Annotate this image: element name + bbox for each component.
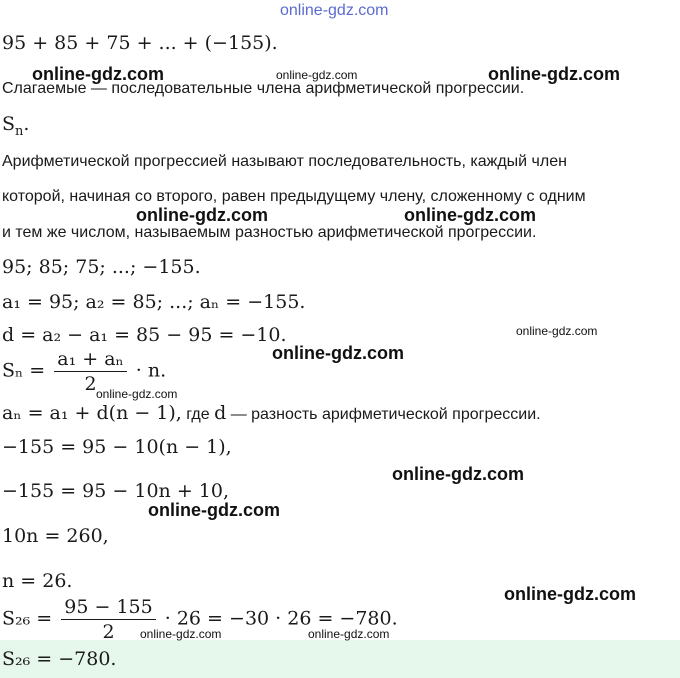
terms-note: Слагаемые — последовательные члена арифметической прогрессии. (2, 80, 525, 97)
s26-computation: S₂₆ = $\frac{95 - 155}{2}$ · 26 = −30 · 26 = −780. (2, 596, 398, 643)
terms: a₁ = 95; a₂ = 85; ...; aₙ = −155. (2, 291, 306, 313)
nth-term-formula: aₙ = a₁ + d(n − 1), где d — разность арифметической прогрессии. (2, 402, 541, 424)
watermark: online-gdz.com (140, 627, 222, 641)
answer: S₂₆ = −780. (2, 648, 117, 670)
definition-line-3: и тем же числом, называемым разностью арифметической прогрессии. (2, 224, 537, 241)
watermark: online-gdz.com (392, 464, 524, 484)
watermark: online-gdz.com (488, 64, 620, 84)
sn-symbol: $S_n$. (2, 113, 30, 139)
sum-formula: Sₙ = $\frac{\text{a₁ + aₙ}}{2}$ · n. (2, 348, 167, 395)
watermark: online-gdz.com (32, 64, 164, 84)
sum-expression: 95 + 85 + 75 + ... + (−155). (2, 32, 278, 54)
watermark: online-gdz.com (404, 205, 536, 225)
sequence: 95; 85; 75; ...; −155. (2, 256, 201, 278)
watermark: online-gdz.com (504, 584, 636, 604)
watermark-top: online-gdz.com (280, 2, 389, 19)
watermark: online-gdz.com (148, 500, 280, 520)
difference: d = a₂ − a₁ = 85 − 95 = −10. (2, 324, 287, 346)
watermark: online-gdz.com (276, 68, 358, 82)
definition-line-2: которой, начиная со второго, равен предыдущему члену, сложенному с одним (2, 188, 586, 205)
n-value: n = 26. (2, 570, 73, 592)
watermark: online-gdz.com (96, 387, 178, 401)
equation-1: −155 = 95 − 10(n − 1), (2, 436, 232, 458)
definition-line-1: Арифметической прогрессией называют последовательность, каждый член (2, 153, 567, 170)
watermark: online-gdz.com (516, 324, 598, 338)
equation-3: 10n = 260, (2, 525, 109, 547)
watermark: online-gdz.com (136, 205, 268, 225)
watermark: online-gdz.com (308, 627, 390, 641)
equation-2: −155 = 95 − 10n + 10, (2, 480, 229, 502)
watermark: online-gdz.com (272, 343, 404, 363)
